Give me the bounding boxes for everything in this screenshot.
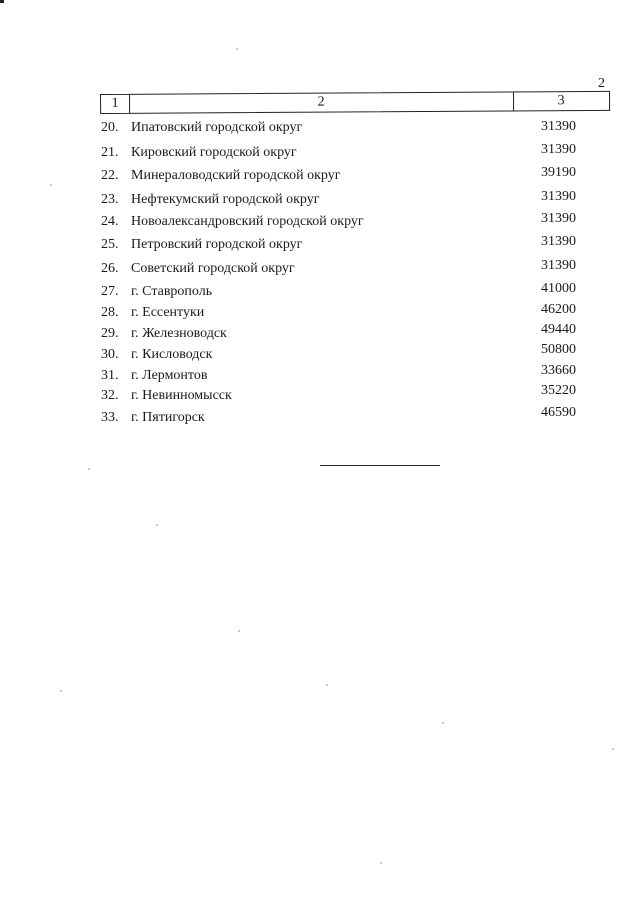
row-name: Советский городской округ bbox=[131, 261, 295, 276]
row-value: 41000 bbox=[541, 281, 576, 296]
row-name: г. Пятигорск bbox=[131, 410, 205, 425]
scan-speck bbox=[50, 184, 52, 186]
row-number: 22. bbox=[101, 168, 119, 183]
scan-speck bbox=[60, 690, 62, 692]
row-number: 26. bbox=[101, 261, 119, 276]
row-value: 33660 bbox=[541, 363, 576, 378]
row-name: г. Невинномысск bbox=[131, 388, 232, 403]
row-name: Петровский городской округ bbox=[131, 237, 303, 252]
table-row bbox=[0, 190, 640, 210]
row-name: Кировский городской округ bbox=[131, 145, 297, 160]
column-header-3: 3 bbox=[557, 93, 565, 109]
scan-speck bbox=[236, 48, 238, 50]
row-value: 31390 bbox=[541, 189, 576, 204]
row-value: 39190 bbox=[541, 165, 576, 180]
row-name: г. Лермонтов bbox=[131, 368, 208, 383]
row-value: 31390 bbox=[541, 119, 576, 134]
column-header-1: 1 bbox=[101, 95, 130, 113]
scan-speck bbox=[156, 524, 158, 526]
row-number: 30. bbox=[101, 347, 119, 362]
row-number: 29. bbox=[101, 326, 119, 341]
row-number: 28. bbox=[101, 305, 119, 320]
scan-speck bbox=[612, 748, 614, 750]
row-value: 50800 bbox=[541, 342, 576, 357]
row-name: Новоалександровский городской округ bbox=[131, 214, 364, 229]
row-name: Нефтекумский городской округ bbox=[131, 192, 320, 207]
column-header-2: 2 bbox=[129, 92, 514, 112]
table-row bbox=[0, 282, 640, 302]
scan-speck bbox=[442, 722, 444, 724]
page-number: 2 bbox=[598, 76, 605, 91]
row-number: 33. bbox=[101, 410, 119, 425]
scan-speck bbox=[238, 630, 240, 632]
row-value: 31390 bbox=[541, 142, 576, 157]
row-number: 23. bbox=[101, 192, 119, 207]
row-value: 35220 bbox=[541, 383, 576, 398]
end-of-table-line bbox=[320, 465, 440, 466]
scan-speck bbox=[88, 468, 90, 470]
row-number: 20. bbox=[101, 120, 119, 135]
row-number: 27. bbox=[101, 284, 119, 299]
row-name: Ипатовский городской округ bbox=[131, 120, 303, 135]
table-row bbox=[0, 118, 640, 138]
row-number: 21. bbox=[101, 145, 119, 160]
row-name: г. Железноводск bbox=[131, 326, 227, 341]
row-name: Минераловодский городской округ bbox=[131, 168, 341, 183]
table-row bbox=[0, 166, 640, 186]
scan-speck bbox=[380, 862, 382, 864]
row-number: 31. bbox=[101, 368, 119, 383]
row-value: 31390 bbox=[541, 234, 576, 249]
row-number: 32. bbox=[101, 388, 119, 403]
table-row bbox=[0, 405, 640, 428]
table-row bbox=[0, 212, 640, 232]
row-name: г. Ставрополь bbox=[131, 284, 213, 299]
row-value: 31390 bbox=[541, 258, 576, 273]
row-value: 31390 bbox=[541, 211, 576, 226]
row-name: г. Ессентуки bbox=[131, 305, 205, 320]
table-row bbox=[0, 235, 640, 255]
scan-speck bbox=[326, 684, 328, 686]
row-value: 46200 bbox=[541, 302, 576, 317]
row-number: 24. bbox=[101, 214, 119, 229]
row-number: 25. bbox=[101, 237, 119, 252]
table-row bbox=[0, 259, 640, 279]
row-name: г. Кисловодск bbox=[131, 347, 213, 362]
row-value: 49440 bbox=[541, 322, 576, 337]
table-row bbox=[0, 143, 640, 163]
row-value: 46590 bbox=[541, 405, 576, 420]
